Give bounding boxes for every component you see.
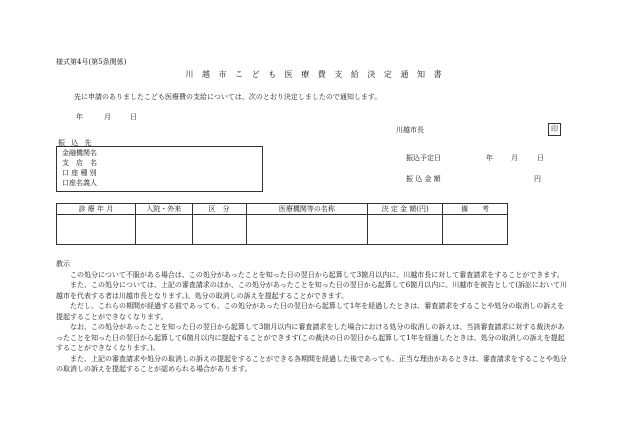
- col-decided-amount: 決 定 金 額(円): [368, 204, 443, 215]
- branch-name-label: 支 店 名: [62, 159, 97, 167]
- col-institution-name: 医療機関等の名称: [246, 204, 368, 215]
- transfer-year: 年: [486, 154, 493, 162]
- date-year: 年: [76, 113, 83, 121]
- notice-paragraph: ただし、これらの期間が経過する前であっても、この処分があった日の翌日から起算して1年を経過したときは、審査請求をすることや処分の取消しの訴えを提起することができなくなります。: [56, 302, 565, 321]
- page-title: 川 越 市 こ ど も 医 療 費 支 給 決 定 通 知 書: [185, 70, 445, 79]
- cell-institution-name: [246, 215, 368, 245]
- notice-paragraph: また、上記の審査請求や処分の取消しの訴えの提起をすることができる各期間を経過した後であっても、正当な理由があるときは、審査請求をすることや処分の取消しの訴えを提起することが認められる場合があります。: [56, 354, 567, 373]
- col-category: 区 分: [192, 204, 246, 215]
- transfer-month: 月: [511, 154, 518, 162]
- cell-inpatient-outpatient: [135, 215, 192, 245]
- notice-paragraph: また、この処分については、上記の審査請求のほか、この処分があったことを知った日の翌日から起算して6箇月以内に、川越市を被告として(訴訟において川越市を代表する者は川越市長となります。)、処分の取消しの訴えを提起することができます。: [56, 281, 567, 300]
- mayor-label: 川越市長: [396, 126, 424, 134]
- date-day: 日: [130, 113, 137, 121]
- cell-remarks: [443, 215, 508, 245]
- col-treatment-month: 診 療 年 月: [57, 204, 136, 215]
- cell-decided-amount: [368, 215, 443, 245]
- notice-section: [56, 259, 568, 375]
- transfer-day: 日: [537, 154, 544, 162]
- seal-box: 印: [548, 123, 561, 136]
- table-row: [57, 215, 508, 245]
- transfer-amount-label: 振 込 金 額: [406, 175, 441, 183]
- cell-category: [192, 215, 246, 245]
- form-id: 様式第4号(第5条関係): [56, 58, 127, 66]
- account-type-label: 口 座 種 別: [62, 169, 97, 177]
- transfer-amount-yen: 円: [534, 175, 541, 183]
- cell-treatment-month: [57, 215, 136, 245]
- bank-heading: 振 込 先: [58, 139, 94, 147]
- notice-paragraph: この処分について不服がある場合は、この処分があったことを知った日の翌日から起算して3箇月以内に、川越市長に対して審査請求をすることができます。: [70, 270, 564, 279]
- notice-heading: 教示: [56, 260, 70, 268]
- bank-name-label: 金融機関名: [62, 149, 97, 157]
- col-inpatient-outpatient: 入院・外来: [135, 204, 192, 215]
- notice-paragraph: なお、この処分があったことを知った日の翌日から起算して3箇月以内に審査請求をした場合における処分の取消しの訴えは、当該審査請求に対する裁決があったことを知った日の翌日から起算して6箇月以内に提起することができます(この裁決の日の翌日から起算して1年を経過したときは、処分の取消しの訴えを提起することができなくなります。)。: [56, 323, 565, 352]
- transfer-date-label: 振込予定日: [406, 154, 441, 162]
- col-remarks: 備 考: [443, 204, 508, 215]
- medical-table: [56, 203, 508, 245]
- table-header-row: [57, 204, 508, 215]
- account-holder-label: 口座名義人: [62, 179, 97, 187]
- bank-info-box: [56, 146, 263, 192]
- intro-text: 先に申請のありましたこども医療費の支給については、次のとおり決定しましたので通知します。: [74, 93, 382, 101]
- date-month: 月: [104, 113, 111, 121]
